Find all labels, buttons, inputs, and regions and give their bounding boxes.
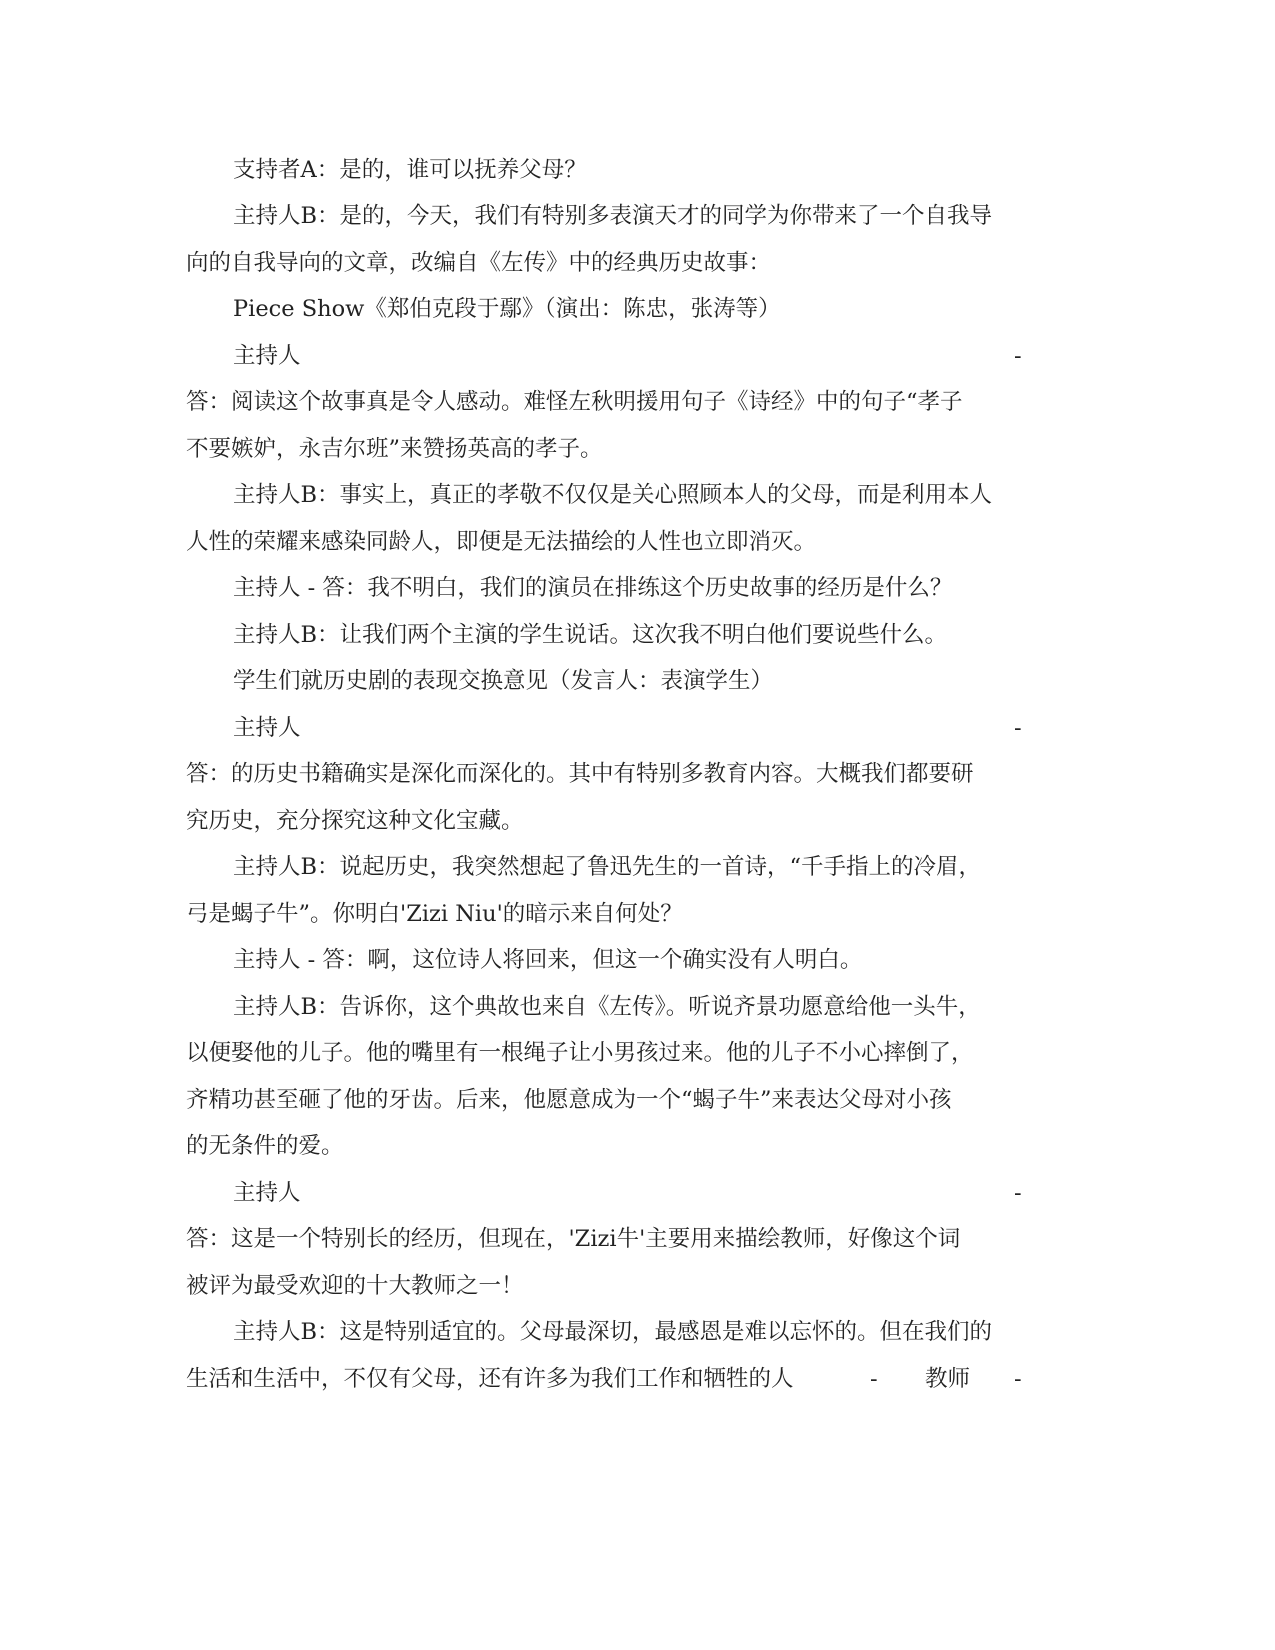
- paragraph-line: 生活和生活中，不仅有父母，还有许多为我们工作和牺牲的人: [186, 1366, 794, 1392]
- line-tail-word: 教师: [925, 1366, 971, 1392]
- line-end-dash: -: [1014, 715, 1022, 741]
- paragraph-line: 向的自我导向的文章，改编自《左传》中的经典历史故事：: [186, 250, 772, 276]
- line-end-dash: -: [1014, 1180, 1022, 1206]
- paragraph-line: 究历史，充分探究这种文化宝藏。: [186, 808, 524, 834]
- paragraph-line: Piece Show《郑伯克段于鄢》（演出：陈忠，张涛等）: [233, 296, 781, 322]
- paragraph-line: 被评为最受欢迎的十大教师之一！: [186, 1273, 524, 1299]
- line-end-dash: -: [1014, 1366, 1022, 1392]
- paragraph-line: 答：的历史书籍确实是深化而深化的。其中有特别多教育内容。大概我们都要研: [186, 761, 974, 787]
- paragraph-line: 齐精功甚至砸了他的牙齿。后来，他愿意成为一个“蝎子牛”来表达父母对小孩: [186, 1087, 952, 1113]
- paragraph-line: 主持人B：是的，今天，我们有特别多表演天才的同学为你带来了一个自我导: [233, 203, 993, 229]
- paragraph-line: 主持人B：让我们两个主演的学生说话。这次我不明白他们要说些什么。: [233, 622, 948, 648]
- paragraph-line: 主持人B：说起历史，我突然想起了鲁迅先生的一首诗，“千手指上的冷眉，: [233, 854, 982, 880]
- paragraph-line: 主持人 - 答：我不明白，我们的演员在排练这个历史故事的经历是什么？: [233, 575, 953, 601]
- line-end-dash: -: [1014, 343, 1022, 369]
- paragraph-line: 人性的荣耀来感染同龄人，即便是无法描绘的人性也立即消灭。: [186, 529, 817, 555]
- paragraph-line: 主持人: [233, 1180, 301, 1206]
- paragraph-line: 的无条件的爱。: [186, 1133, 344, 1159]
- paragraph-line: 答：这是一个特别长的经历，但现在，'Zizi牛'主要用来描绘教师，好像这个词: [186, 1226, 961, 1252]
- paragraph-line: 主持人B：这是特别适宜的。父母最深切，最感恩是难以忘怀的。但在我们的: [233, 1319, 993, 1345]
- paragraph-line: 弓是蝎子牛”。你明白'Zizi Niu'的暗示来自何处？: [186, 901, 683, 927]
- paragraph-line: 答：阅读这个故事真是令人感动。难怪左秋明援用句子《诗经》中的句子“孝子: [186, 389, 963, 415]
- paragraph-line: 主持人B：事实上，真正的孝敬不仅仅是关心照顾本人的父母，而是利用本人: [233, 482, 993, 508]
- paragraph-line: 主持人: [233, 715, 301, 741]
- paragraph-line: 不要嫉妒，永吉尔班”来赞扬英高的孝子。: [186, 436, 603, 462]
- paragraph-line: 主持人 - 答：啊，这位诗人将回来，但这一个确实没有人明白。: [233, 947, 863, 973]
- paragraph-line: 学生们就历史剧的表现交换意见（发言人：表演学生）: [233, 668, 774, 694]
- paragraph-line: 主持人: [233, 343, 301, 369]
- paragraph-line: 主持人B：告诉你，这个典故也来自《左传》。听说齐景功愿意给他一头牛，: [233, 994, 981, 1020]
- paragraph-line: 以便娶他的儿子。他的嘴里有一根绳子让小男孩过来。他的儿子不小心摔倒了，: [186, 1040, 974, 1066]
- line-tail-dash: -: [870, 1366, 878, 1392]
- paragraph-line: 支持者A：是的，谁可以抚养父母？: [233, 157, 587, 183]
